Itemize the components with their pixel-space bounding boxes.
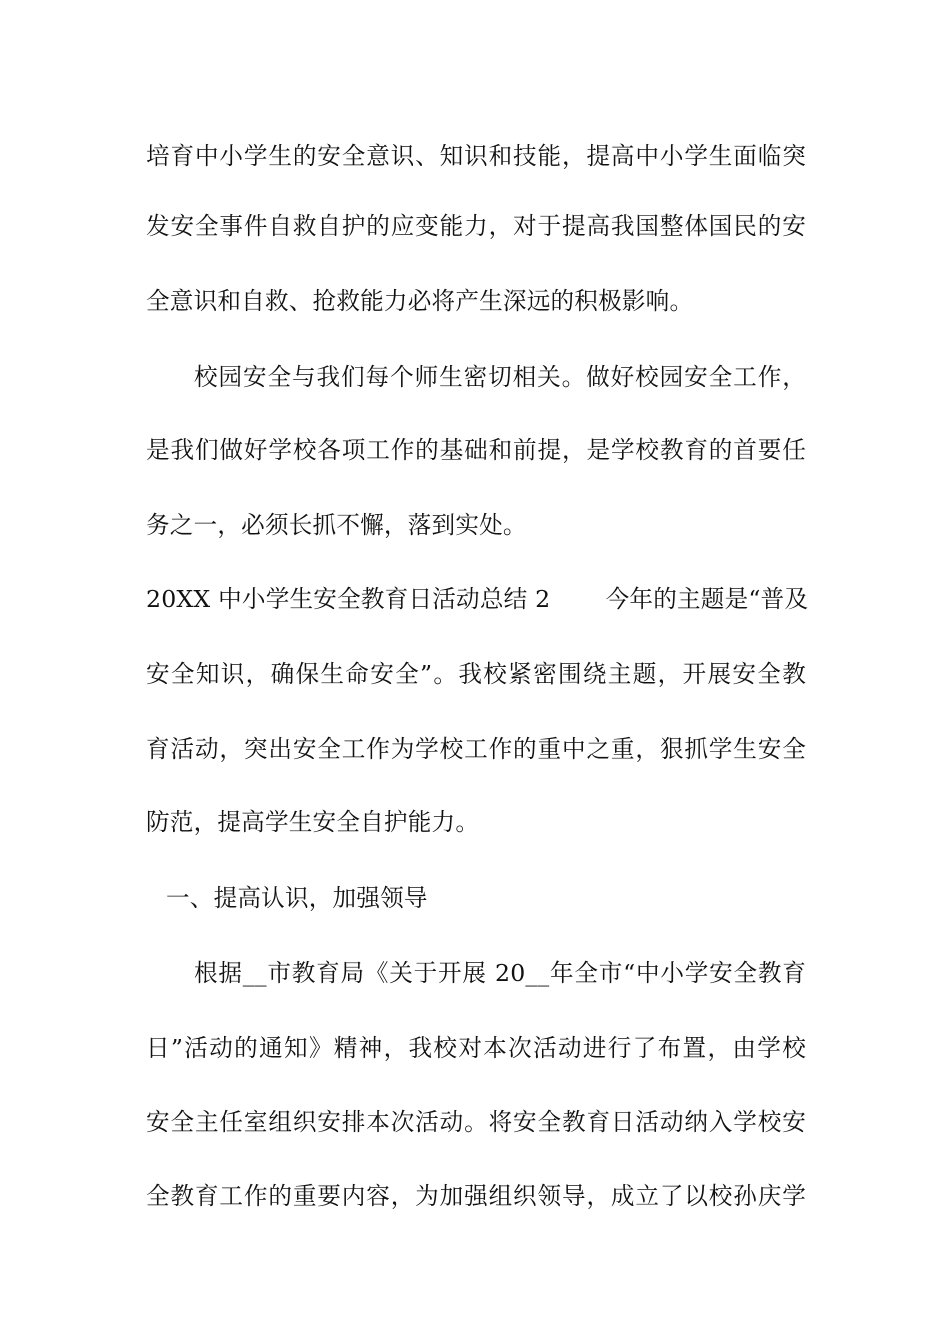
text-line: 全意识和自救、抢救能力必将产生深远的积极影响。 bbox=[146, 287, 694, 315]
text-line: 20XX 中小学生安全教育日活动总结 2 今年的主题是“普及 bbox=[146, 585, 809, 613]
text-line: 校园安全与我们每个师生密切相关。做好校园安全工作， bbox=[194, 363, 806, 391]
text-line: 是我们做好学校各项工作的基础和前提，是学校教育的首要任 bbox=[146, 436, 806, 464]
text-line: 培育中小学生的安全意识、知识和技能，提高中小学生面临突 bbox=[146, 142, 806, 170]
text-line: 全教育工作的重要内容，为加强组织领导，成立了以校孙庆学 bbox=[146, 1182, 806, 1210]
text-line: 务之一，必须长抓不懈，落到实处。 bbox=[146, 511, 527, 539]
section-heading: 一、提高认识，加强领导 bbox=[166, 884, 428, 912]
text-line: 日”活动的通知》精神，我校对本次活动进行了布置，由学校 bbox=[146, 1034, 806, 1062]
text-line: 防范，提高学生安全自护能力。 bbox=[146, 808, 480, 836]
text-line: 安全知识，确保生命安全”。我校紧密围绕主题，开展安全教 bbox=[146, 660, 806, 688]
text-line: 发安全事件自救自护的应变能力，对于提高我国整体国民的安 bbox=[146, 212, 806, 240]
text-line: 安全主任室组织安排本次活动。将安全教育日活动纳入学校安 bbox=[146, 1108, 806, 1136]
text-line: 根据__市教育局《关于开展 20__年全市“中小学安全教育 bbox=[194, 959, 806, 987]
text-line: 育活动，突出安全工作为学校工作的重中之重，狠抓学生安全 bbox=[146, 735, 806, 763]
